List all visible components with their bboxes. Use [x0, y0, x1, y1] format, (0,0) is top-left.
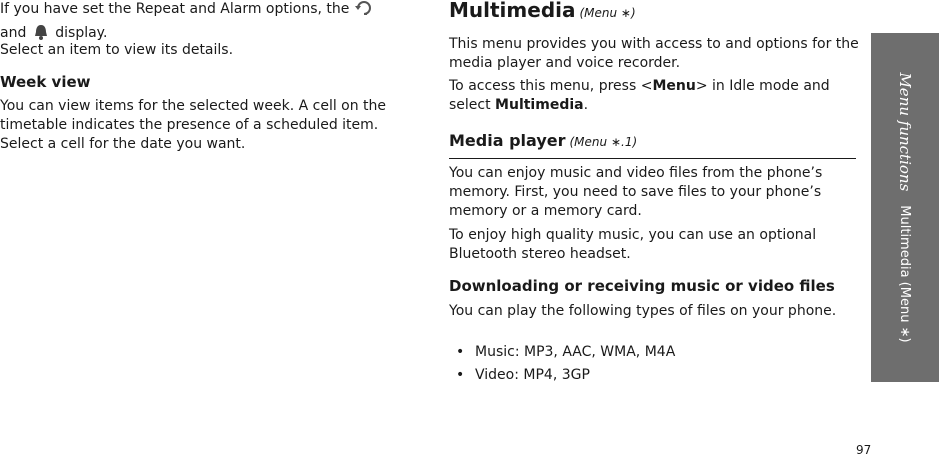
access-prefix: To access this menu, press < — [449, 78, 653, 94]
media-player-heading-text: Media player — [449, 131, 566, 150]
side-tab-label — [871, 33, 939, 382]
repeat-alarm-paragraph — [0, 0, 420, 47]
select-item-text: Select an item to view its details. — [0, 42, 234, 58]
media-player-text: You can enjoy music and video files from the phone’s memory. First, you need to save files to your phone’s memory or a memory card. — [449, 165, 823, 219]
play-types-text: You can play the following types of files on your phone. — [449, 303, 837, 319]
media-player-menu-ref: (Menu ∗.1) — [569, 135, 638, 149]
multimedia-intro: This menu provides you with access to and options for the media player and voice recorder. — [449, 36, 859, 71]
access-suffix: . — [583, 97, 589, 113]
side-tab-subsection: Multimedia (Menu ∗) — [897, 205, 913, 343]
display-text: display. — [55, 25, 108, 41]
file-types-list — [449, 343, 675, 389]
bluetooth-text: To enjoy high quality music, you can use an optional Bluetooth stereo headset. — [449, 227, 817, 262]
side-tab-section: Menu functions — [896, 72, 914, 192]
multimedia-target: Multimedia — [495, 97, 584, 113]
multimedia-title — [449, 0, 636, 22]
multimedia-access-instructions — [449, 77, 861, 115]
multimedia-menu-ref: (Menu ∗) — [579, 6, 636, 20]
week-view-heading: Week view — [0, 73, 91, 91]
side-tab — [871, 33, 939, 382]
list-item: • Video: MP4, 3GP — [449, 366, 675, 385]
list-item: • Music: MP3, AAC, WMA, M4A — [449, 343, 675, 362]
repeat-alarm-text-start: If you have set the Repeat and Alarm options, the — [0, 1, 350, 17]
page-number: 97 — [856, 443, 872, 455]
media-player-heading — [449, 131, 637, 150]
access-mid: > in Idle mode and select — [449, 78, 830, 113]
and-text: and — [0, 25, 27, 41]
multimedia-title-text: Multimedia — [449, 0, 576, 22]
media-player-divider — [449, 158, 856, 159]
menu-key: Menu — [652, 78, 696, 94]
week-view-text: You can view items for the selected week. A cell on the timetable indicates the presence of a scheduled item. Select a cell for the date you want. — [0, 98, 387, 152]
downloading-heading: Downloading or receiving music or video files — [449, 277, 835, 295]
repeat-icon — [354, 0, 374, 23]
